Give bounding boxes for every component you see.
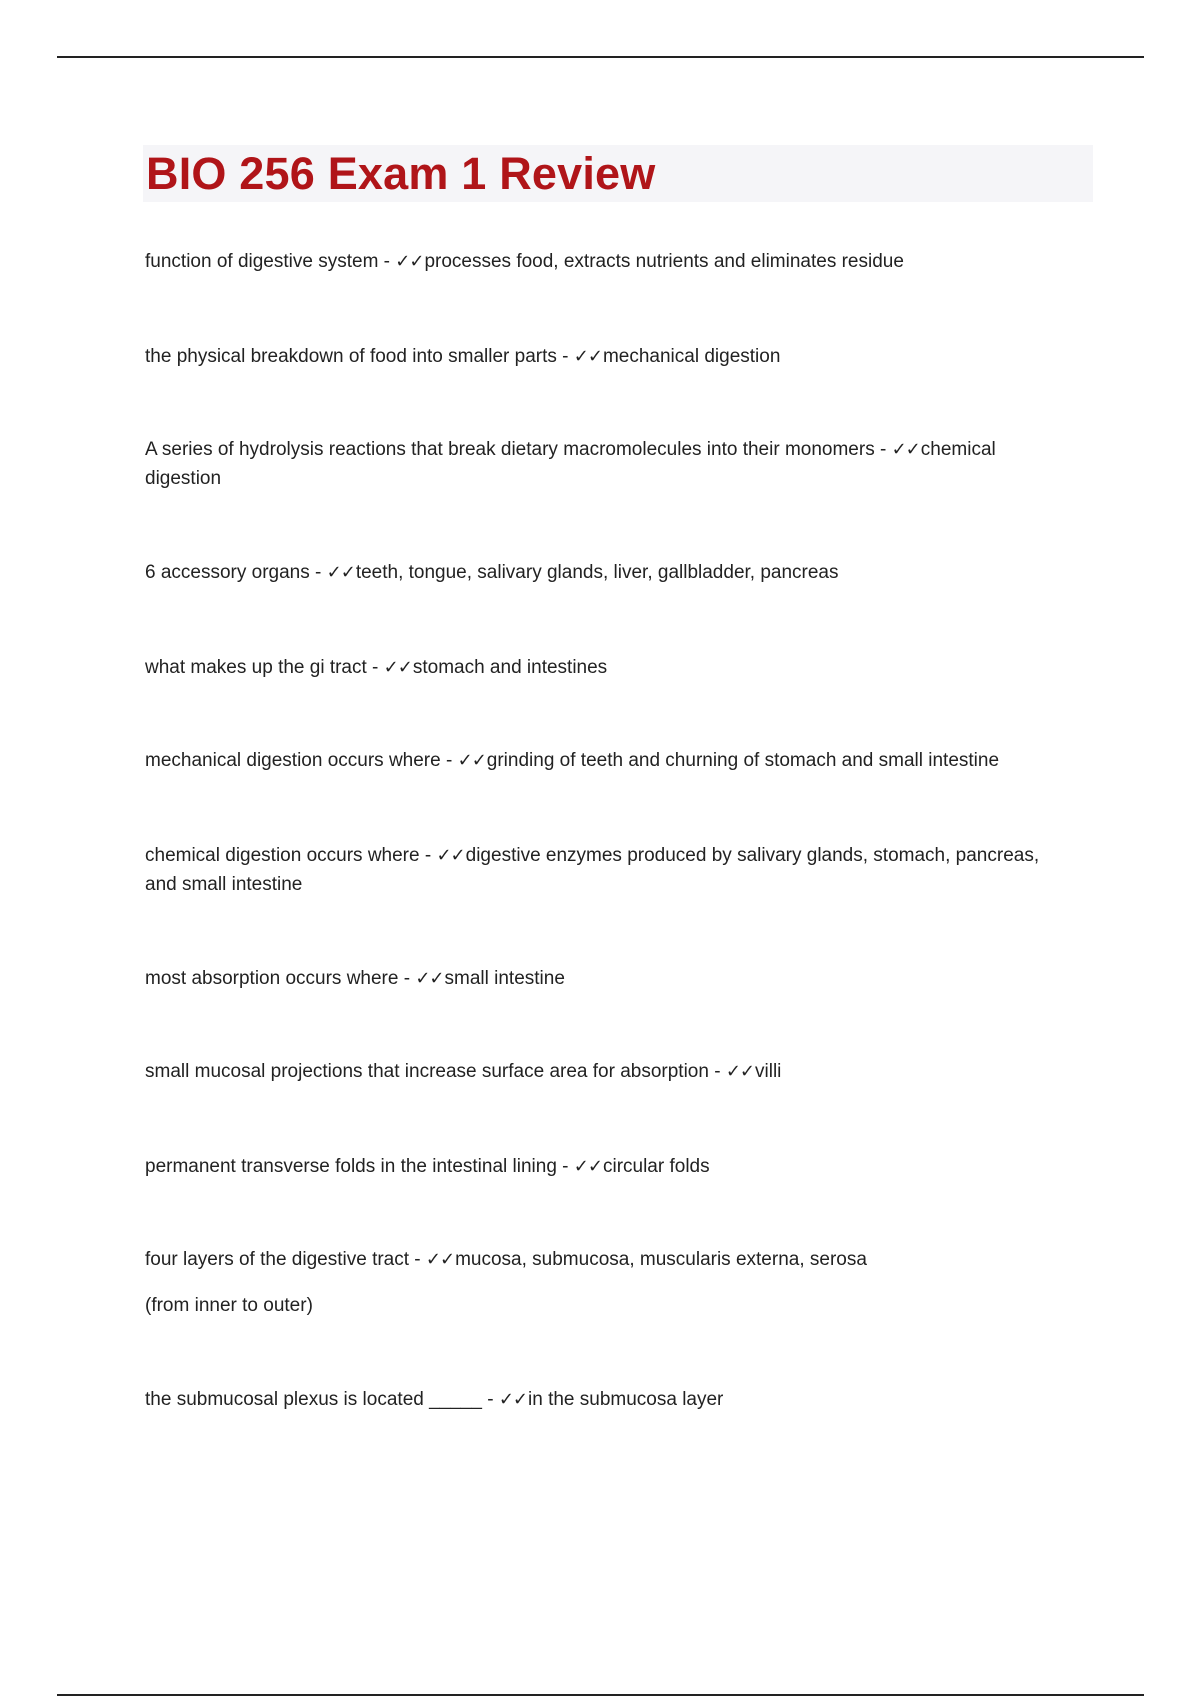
question-text: four layers of the digestive tract bbox=[145, 1249, 410, 1270]
qa-item bbox=[145, 342, 1075, 371]
separator: - bbox=[481, 1389, 499, 1410]
separator: - bbox=[419, 845, 437, 866]
double-check-icon: ✓✓ bbox=[498, 1389, 527, 1410]
bottom-rule bbox=[57, 1694, 1144, 1696]
qa-item bbox=[145, 558, 1075, 587]
qa-item bbox=[145, 1057, 1075, 1086]
separator: - bbox=[874, 439, 892, 460]
answer-text: circular folds bbox=[602, 1156, 710, 1177]
answer-text: mechanical digestion bbox=[602, 346, 781, 367]
double-check-icon: ✓✓ bbox=[383, 657, 412, 678]
separator: - bbox=[556, 1156, 574, 1177]
double-check-icon: ✓✓ bbox=[436, 845, 465, 866]
double-check-icon: ✓✓ bbox=[573, 346, 602, 367]
double-check-icon: ✓✓ bbox=[573, 1156, 602, 1177]
answer-text: grinding of teeth and churning of stomach and small intestine bbox=[486, 750, 1000, 771]
double-check-icon: ✓✓ bbox=[415, 968, 444, 989]
question-text: A series of hydrolysis reactions that break dietary macromolecules into their monomers bbox=[145, 439, 875, 460]
answer-text: chemical digestion bbox=[145, 439, 996, 489]
question-text: small mucosal projections that increase surface area for absorption bbox=[145, 1061, 709, 1082]
question-text: function of digestive system bbox=[145, 251, 379, 272]
answer-text: small intestine bbox=[444, 968, 565, 989]
separator: - bbox=[398, 968, 416, 989]
question-text: mechanical digestion occurs where bbox=[145, 750, 441, 771]
qa-item bbox=[145, 1245, 1075, 1274]
qa-item bbox=[145, 841, 1075, 899]
qa-item bbox=[145, 964, 1075, 993]
answer-text: stomach and intestines bbox=[412, 657, 608, 678]
separator: - bbox=[708, 1061, 726, 1082]
question-text: the physical breakdown of food into smaller parts bbox=[145, 346, 557, 367]
answer-text: teeth, tongue, salivary glands, liver, gallbladder, pancreas bbox=[355, 562, 839, 583]
separator: - bbox=[440, 750, 458, 771]
qa-item bbox=[145, 653, 1075, 682]
separator: - bbox=[378, 251, 396, 272]
qa-item bbox=[145, 1385, 1075, 1414]
double-check-icon: ✓✓ bbox=[725, 1061, 755, 1082]
question-text: most absorption occurs where bbox=[145, 968, 399, 989]
separator: - bbox=[309, 562, 327, 583]
double-check-icon: ✓✓ bbox=[395, 251, 424, 272]
double-check-icon: ✓✓ bbox=[891, 439, 920, 460]
separator: - bbox=[556, 346, 574, 367]
double-check-icon: ✓✓ bbox=[326, 562, 355, 583]
qa-item bbox=[145, 746, 1075, 775]
answer-text: processes food, extracts nutrients and eliminates residue bbox=[424, 251, 904, 272]
qa-item bbox=[145, 1152, 1075, 1181]
separator: - bbox=[409, 1249, 426, 1270]
double-check-icon: ✓✓ bbox=[457, 750, 486, 771]
double-check-icon: ✓✓ bbox=[425, 1249, 455, 1270]
question-text: 6 accessory organs bbox=[145, 562, 310, 583]
answer-text: villi bbox=[755, 1061, 782, 1082]
page-title: BIO 256 Exam 1 Review bbox=[146, 148, 656, 199]
qa-item bbox=[145, 247, 1075, 276]
answer-text: digestive enzymes produced by salivary glands, stomach, pancreas, and small intestine bbox=[145, 845, 1040, 895]
question-text: chemical digestion occurs where bbox=[145, 845, 420, 866]
qa-item bbox=[145, 435, 1075, 493]
qa-item-note: (from inner to outer) bbox=[145, 1295, 313, 1316]
question-text: permanent transverse folds in the intestinal lining bbox=[145, 1156, 557, 1177]
answer-text: mucosa, submucosa, muscularis externa, serosa bbox=[455, 1249, 867, 1270]
top-rule bbox=[57, 56, 1144, 58]
question-text: the submucosal plexus is located _____ bbox=[145, 1389, 482, 1410]
question-text: what makes up the gi tract bbox=[145, 657, 367, 678]
separator: - bbox=[366, 657, 384, 678]
answer-text: in the submucosa layer bbox=[528, 1389, 724, 1410]
